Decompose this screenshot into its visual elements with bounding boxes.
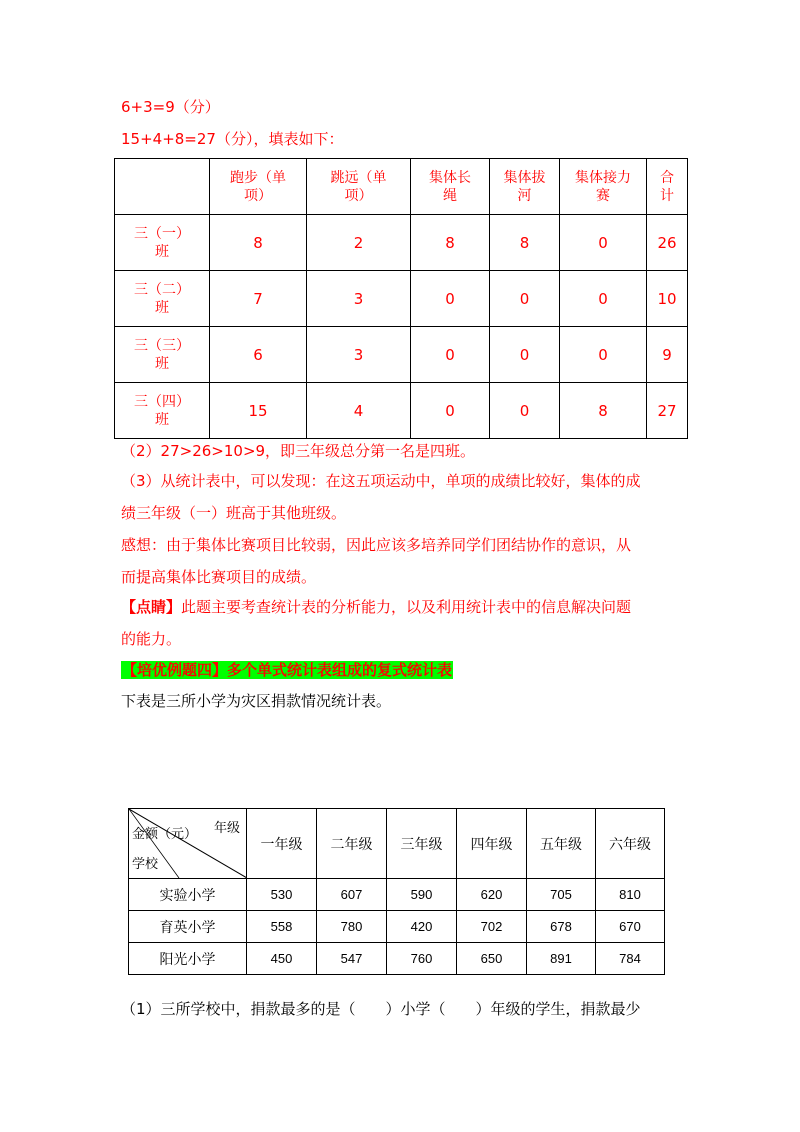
donation-cell: 547 [317, 943, 387, 975]
grade-header: 四年级 [457, 809, 527, 879]
donation-cell: 891 [527, 943, 596, 975]
donation-cell: 607 [317, 879, 387, 911]
donation-cell: 810 [596, 879, 665, 911]
corner-school-label: 学校 [132, 856, 159, 871]
donation-row [129, 911, 665, 943]
answer-3-line-2: 绩三年级（一）班高于其他班级。 [121, 504, 347, 522]
score-cell: 0 [560, 327, 647, 383]
score-cell: 6 [210, 327, 307, 383]
score-header-cell: 跑步（单 项） [210, 159, 307, 215]
tip-text: 此题主要考查统计表的分析能力，以及利用统计表中的信息解决问题 [181, 598, 632, 616]
score-header-cell: 跳远（单 项） [307, 159, 411, 215]
score-cell: 7 [210, 271, 307, 327]
donation-cell: 558 [247, 911, 317, 943]
answer-3-line-1: （3）从统计表中，可以发现：在这五项运动中，单项的成绩比较好，集体的成 [121, 472, 641, 490]
total-cell: 9 [647, 327, 688, 383]
grade-header: 二年级 [317, 809, 387, 879]
answer-2: （2）27>26>10>9，即三年级总分第一名是四班。 [121, 442, 476, 460]
question-1: （1）三所学校中，捐款最多的是（ ）小学（ ）年级的学生，捐款最少 [121, 1000, 641, 1018]
score-cell: 3 [307, 271, 411, 327]
donation-cell: 784 [596, 943, 665, 975]
school-name: 育英小学 [129, 911, 247, 943]
score-header-cell: 集体拔 河 [490, 159, 560, 215]
class-label: 三（四） 班 [115, 383, 210, 439]
score-cell: 0 [490, 383, 560, 439]
corner-amount-label: 金额（元） [132, 826, 198, 841]
score-cell: 0 [411, 271, 490, 327]
tip-line-2: 的能力。 [121, 630, 182, 648]
donation-cell: 780 [317, 911, 387, 943]
score-cell: 8 [411, 215, 490, 271]
donation-row [129, 879, 665, 911]
example-title: 【培优例题四】多个单式统计表组成的复式统计表 [122, 661, 453, 679]
donation-cell: 670 [596, 911, 665, 943]
score-cell: 0 [411, 383, 490, 439]
total-cell: 10 [647, 271, 688, 327]
reflection-line-1: 感想：由于集体比赛项目比较弱，因此应该多培养同学们团结协作的意识，从 [121, 536, 632, 554]
donation-cell: 702 [457, 911, 527, 943]
grade-header: 五年级 [527, 809, 596, 879]
donation-cell: 590 [387, 879, 457, 911]
score-cell: 0 [560, 215, 647, 271]
corner-grade-label: 年级 [213, 820, 240, 835]
score-cell: 8 [490, 215, 560, 271]
diagonal-header-cell [129, 809, 247, 879]
school-name: 阳光小学 [129, 943, 247, 975]
tip-line-1 [121, 596, 631, 617]
school-name: 实验小学 [129, 879, 247, 911]
score-table [114, 158, 688, 439]
score-header-blank [115, 159, 210, 215]
donation-table [128, 808, 665, 975]
total-cell: 26 [647, 215, 688, 271]
class-label: 三（三） 班 [115, 327, 210, 383]
score-header-cell: 集体长 绳 [411, 159, 490, 215]
class-label: 三（一） 班 [115, 215, 210, 271]
intro-text: 下表是三所小学为灾区捐款情况统计表。 [121, 692, 392, 710]
grade-header: 三年级 [387, 809, 457, 879]
donation-cell: 678 [527, 911, 596, 943]
tip-tag: 【点睛】 [121, 598, 182, 616]
calc-line-2: 15+4+8=27（分），填表如下： [121, 130, 344, 148]
score-cell: 2 [307, 215, 411, 271]
score-table-row [115, 327, 688, 383]
score-table-row [115, 383, 688, 439]
score-cell: 8 [560, 383, 647, 439]
score-table-row [115, 215, 688, 271]
score-cell: 15 [210, 383, 307, 439]
score-cell: 3 [307, 327, 411, 383]
donation-cell: 420 [387, 911, 457, 943]
total-cell: 27 [647, 383, 688, 439]
score-cell: 0 [560, 271, 647, 327]
score-table-row [115, 271, 688, 327]
donation-cell: 450 [247, 943, 317, 975]
score-cell: 4 [307, 383, 411, 439]
donation-header-row [129, 809, 665, 879]
donation-cell: 530 [247, 879, 317, 911]
donation-cell: 620 [457, 879, 527, 911]
score-cell: 8 [210, 215, 307, 271]
score-header-cell: 集体接力 赛 [560, 159, 647, 215]
class-label: 三（二） 班 [115, 271, 210, 327]
grade-header: 一年级 [247, 809, 317, 879]
score-cell: 0 [411, 327, 490, 383]
score-header-cell: 合 计 [647, 159, 688, 215]
reflection-line-2: 而提高集体比赛项目的成绩。 [121, 568, 317, 586]
score-cell: 0 [490, 327, 560, 383]
donation-cell: 705 [527, 879, 596, 911]
grade-header: 六年级 [596, 809, 665, 879]
score-table-header-row [115, 159, 688, 215]
calc-line-1: 6+3=9（分） [121, 98, 220, 116]
donation-cell: 760 [387, 943, 457, 975]
donation-row [129, 943, 665, 975]
score-cell: 0 [490, 271, 560, 327]
donation-cell: 650 [457, 943, 527, 975]
